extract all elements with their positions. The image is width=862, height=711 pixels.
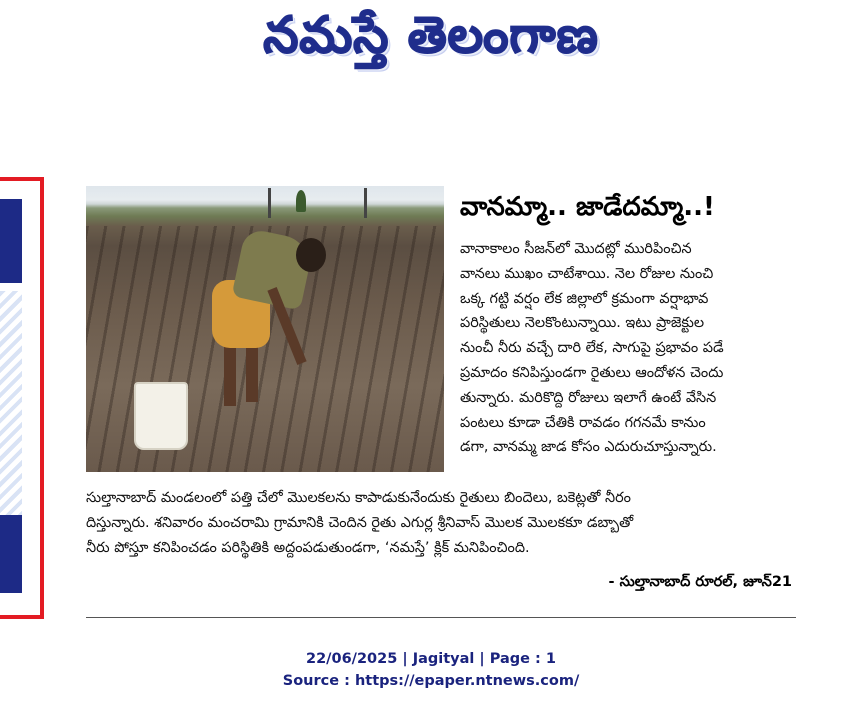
text-line: తున్నారు. మరికొద్ది రోజులు ఇలాగే ఉంటే వేసిన [460,389,717,406]
water-bucket [134,382,188,450]
farmer-leg [246,346,258,402]
masthead [0,0,862,80]
newspaper-logo: నమస్తే తెలంగాణ [263,6,599,64]
divider [86,617,796,618]
article-photo [86,186,444,472]
text-line: డగా, వానమ్మ జాడ కోసం ఎదురుచూస్తున్నారు. [460,439,717,456]
page-footer [0,648,862,692]
text-line: నుంచీ నీరు వచ్చే దారి లేక, సాగుపై ప్రభావం పడే [460,340,724,357]
text-line: ప్రమాదం కనిపిస్తుండగా రైతులు ఆందోళన చెందు [460,364,724,381]
article-full-width-text [86,486,796,560]
text-line: వానాకాలం సీజన్‌లో మొదట్లో మురిపించిన [460,241,692,257]
palm-tree [296,190,306,212]
article-dateline: - సుల్తానాబాద్ రూరల్, జూన్21 [608,574,792,590]
text-line: దిస్తున్నారు. శనివారం మంచరామి గ్రామానికి చెందిన రైతు ఎగుర్ల శ్రీనివాస్ మొలక మొలకకూ డబ్బాతో [86,514,634,531]
electric-pole [268,188,271,218]
text-line: పంటలు కూడా చేతికి రావడం గగనమే కానుం [460,414,706,431]
text-line: నీరు పోస్తూ కనిపించడం పరిస్థితికి అద్దంపడుతుండగా, ‘నమస్తే’ క్లిక్ మనిపించింది. [86,539,530,556]
electric-pole [364,188,367,218]
edition-info: 22/06/2025 | Jagityal | Page : 1 [306,651,556,667]
farmer-leg [224,346,236,406]
text-line: సుల్తానాబాద్ మండలంలో పత్తి చేలో మొలకలను కాపాడుకునేందుకు రైతులు బిందెలు, బకెట్లతో నీరం [86,490,631,506]
farmer-head [296,238,326,272]
adjacent-ad-block-top [0,199,22,283]
adjacent-ad-frame [0,177,44,619]
source-link[interactable]: Source : https://epaper.ntnews.com/ [282,673,580,689]
text-line: పరిస్థితులు నెలకొంటున్నాయి. ఇటు ప్రాజెక్టుల [460,315,705,332]
text-line: ఒక్క గట్టి వర్షం లేక జిల్లాలో క్రమంగా వర్షాభావ [460,290,709,307]
text-line: వానలు ముఖం చాటేశాయి. నెల రోజుల నుంచి [460,265,714,282]
article-headline: వానమ్మా.. జాడేదమ్మా..! [460,192,715,222]
adjacent-ad-block-bottom [0,515,22,593]
article-column-text [460,237,796,460]
